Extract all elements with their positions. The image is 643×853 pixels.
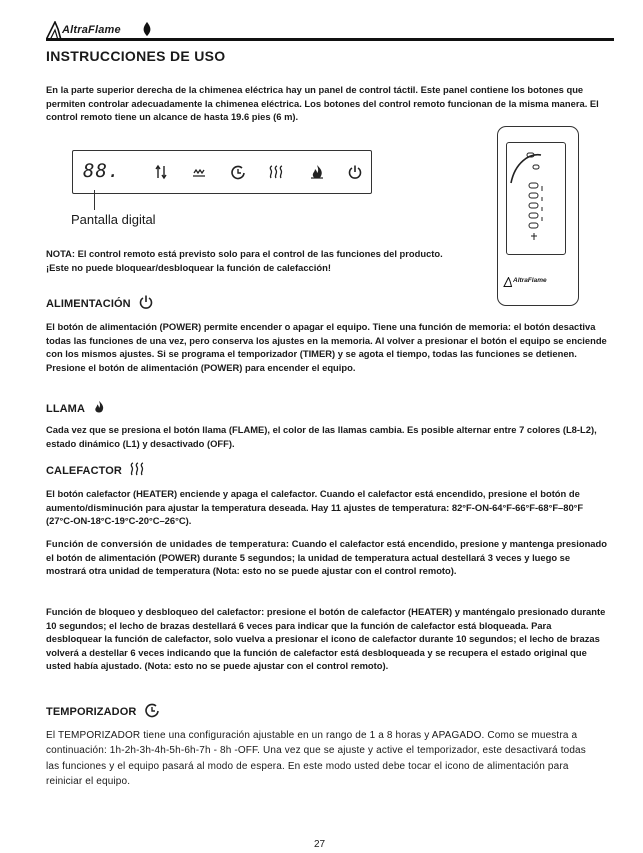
page-title: INSTRUCCIONES DE USO — [46, 48, 226, 64]
heater-paragraph: El botón calefactor (HEATER) enciende y apaga el calefactor. Cuando el calefactor está encendido, presione el botón de aumento/disminución para ajustar la temperatura deseada. Hay 11 ajustes de temperatura: 82°F-ON-64°F-66°F-68°F–80°F (27°C-ON-18°C-19°C-20°C–26°C). — [46, 488, 584, 527]
conversion-paragraph — [46, 537, 610, 578]
display-pointer-line — [94, 190, 95, 210]
timer-paragraph: El TEMPORIZADOR tiene una configuración ajustable en un rango de 1 a 8 horas y APAGADO. Como se muestra a continuación: 1h-2h-3h-4h-5h-6h-7h - 8h -OFF. Una vez que se ajuste y active el temporizador, este desactivará todas las funciones y el equipo pasará al modo de espera. En este modo usted debe tocar el icono de alimentación para reiniciar el equipo. — [46, 730, 586, 788]
remote-control — [497, 126, 579, 306]
lock-label: Función de bloqueo y desbloqueo del calefactor: — [46, 606, 265, 617]
heater-icon — [129, 461, 145, 477]
page-number: 27 — [314, 839, 326, 850]
timer-icon[interactable] — [230, 164, 246, 180]
remote-screen — [506, 142, 566, 255]
note-line-2: ¡Este no puede bloquear/desbloquear la función de calefacción! — [46, 261, 331, 273]
flame-heading-text: LLAMA — [46, 403, 85, 415]
heater-heading-text: CALEFACTOR — [46, 465, 122, 477]
heater-icon[interactable] — [268, 164, 284, 180]
remote-logo-text: AltraFlame — [513, 277, 547, 284]
display-label: Pantalla digital — [71, 212, 156, 227]
logo-flame-icon — [142, 22, 152, 36]
conversion-label: Función de conversión de unidades de temperatura: — [46, 538, 290, 549]
flame-icon[interactable] — [309, 164, 325, 180]
temp-icon[interactable] — [153, 164, 169, 180]
intro-paragraph: En la parte superior derecha de la chimenea eléctrica hay un panel de control táctil. Este panel contiene los botones que permiten controlar adecuadamente la chimenea eléctrica. Los botones del control remoto funcionan de la misma manera. El control remoto tiene un alcance de hasta 19.6 pies (6 m). — [46, 84, 599, 123]
remote-logo-mark-icon — [503, 277, 513, 287]
lock-text: presione el botón de calefactor (HEATER) y manténgalo presionado durante 10 segundos; el lecho de brazas destellará 6 veces para indicar que la función de calefactor está bloqueada. Para desbloquear la función de calefactor, solo vuelva a presionar el icono de calefactor durante 10 segundos; el lecho de brazas volverá a destellar 6 veces indicando que la función de calefactor está desbloqueada y se recupera el estado original que usted había ajustado. (Nota: esto no se puede ajustar con el control remoto). — [46, 606, 606, 672]
timer-icon — [144, 702, 160, 718]
remote-note — [46, 247, 486, 274]
lock-paragraph — [46, 605, 606, 673]
conversion-text: Cuando el calefactor está encendido, presione y mantenga presionado el botón de alimentación (POWER) durante 5 segundos; la unidad de temperatura actual destellará 3 veces y luego se mostrará otra unidad de temperatura (Nota: esto no se puede ajustar con el control remoto). — [46, 538, 607, 577]
remote-buttons-icon — [507, 143, 565, 254]
power-heading-text: ALIMENTACIÓN — [46, 298, 131, 310]
heater-section-heading — [46, 465, 145, 477]
timer-section-heading — [46, 706, 160, 718]
note-line-1: NOTA: El control remoto está previsto solo para el control de las funciones del producto. — [46, 248, 443, 259]
flame-paragraph: Cada vez que se presiona el botón llama (FLAME), el color de las llamas cambia. Es posible alternar entre 7 colores (L8-L2), estado dinámico (L1) y desactivado (OFF). — [46, 424, 597, 449]
control-panel — [72, 150, 372, 194]
logo-text: AltraFlame — [62, 24, 121, 36]
digital-display: 88. — [83, 160, 121, 182]
power-paragraph: El botón de alimentación (POWER) permite encender o apagar el equipo. Tiene una función de memoria: el botón desactiva todas las funciones de una vez, pero conserva los ajustes en la memoria. Al volver a presionar el botón el equipo se enciende con los mismos ajustes. Si se programa el temporizador (TIMER) y se agota el tiempo, todas las funciones se detienen. Presione el botón de alimentación (POWER) para encender el equipo. — [46, 321, 607, 373]
header-rule — [46, 38, 614, 41]
timer-heading-text: TEMPORIZADOR — [46, 706, 137, 718]
power-icon[interactable] — [347, 164, 363, 180]
flame-section-heading — [46, 403, 106, 415]
ember-icon[interactable] — [191, 164, 207, 180]
flame-icon — [92, 400, 106, 414]
power-section-heading — [46, 298, 154, 310]
power-icon — [138, 294, 154, 310]
